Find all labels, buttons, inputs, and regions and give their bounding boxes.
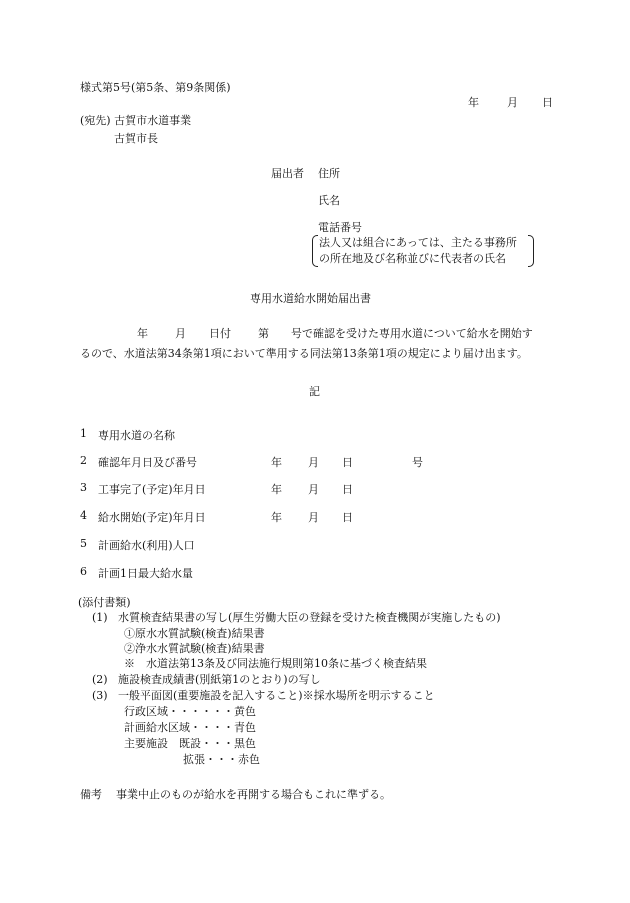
item-number: 1 xyxy=(80,427,87,440)
ki-heading: 記 xyxy=(309,385,320,398)
legend-expansion-facilities: 拡張・・・赤色 xyxy=(183,753,260,766)
item-label: 計画給水(利用)人口 xyxy=(98,539,195,552)
attachment-1-note: ※ 水道法第13条及び同法施行規則第10条に基づく検査結果 xyxy=(124,657,427,670)
item-day: 日 xyxy=(342,456,353,469)
item-label: 計画1日最大給水量 xyxy=(98,567,193,580)
notifier-label: 届出者 xyxy=(271,167,304,180)
item-day: 日 xyxy=(342,483,353,496)
item-label: 確認年月日及び番号 xyxy=(98,456,197,469)
attachment-1-text: 水質検査結果書の写し(厚生労働大臣の登録を受けた検査機関が実施したもの) xyxy=(118,611,501,624)
date-year-label: 年 xyxy=(468,96,479,109)
item-month: 月 xyxy=(308,511,319,524)
body-line1-rest: 号で確認を受けた専用水道について給水を開始す xyxy=(291,327,533,340)
addressee-line: (宛先) 古賀市水道事業 xyxy=(80,114,192,127)
item-day: 日 xyxy=(342,511,353,524)
body-year: 年 xyxy=(137,327,148,340)
corporate-note-box xyxy=(312,235,534,267)
left-bracket xyxy=(312,235,318,267)
attachment-3-text: 一般平面図(重要施設を記入すること)※採水場所を明示すること xyxy=(118,689,435,702)
legend-plan-area: 計画給水区域・・・・青色 xyxy=(124,721,256,734)
item-number: 6 xyxy=(80,565,87,578)
item-label: 専用水道の名称 xyxy=(98,429,175,442)
attachments-heading: (添付書類) xyxy=(78,596,131,609)
body-line2: るので、水道法第34条第1項において準用する同法第13条第1項の規定により届け出ます。 xyxy=(80,347,528,360)
item-number: 5 xyxy=(80,537,87,550)
item-month: 月 xyxy=(308,456,319,469)
item-number: 4 xyxy=(80,509,87,522)
legend-admin-area: 行政区域・・・・・・黄色 xyxy=(124,705,256,718)
item-number: 3 xyxy=(80,481,87,494)
body-day-ref: 日付 xyxy=(209,327,231,340)
mayor-line: 古賀市長 xyxy=(114,132,158,145)
right-bracket xyxy=(528,235,534,267)
attachment-2-number: (2) xyxy=(92,673,108,686)
item-label: 給水開始(予定)年月日 xyxy=(98,511,206,524)
legend-existing-facilities: 主要施設 既設・・・黒色 xyxy=(124,737,256,750)
item-year: 年 xyxy=(271,483,282,496)
notifier-name-label: 氏名 xyxy=(318,194,340,207)
item-number: 2 xyxy=(80,454,87,467)
date-month-label: 月 xyxy=(507,96,518,109)
item-number-suffix: 号 xyxy=(412,456,423,469)
body-no-prefix: 第 xyxy=(258,327,269,340)
notifier-address-label: 住所 xyxy=(318,167,340,180)
attachment-1-sub1: ①原水水質試験(検査)結果書 xyxy=(124,627,265,640)
remarks-label: 備考 xyxy=(80,788,102,801)
remarks-text: 事業中止のものが給水を再開する場合もこれに準ずる。 xyxy=(116,788,391,801)
body-month: 月 xyxy=(175,327,186,340)
corporate-note-line2: の所在地及び名称並びに代表者の氏名 xyxy=(319,252,506,265)
form-number-label: 様式第5号(第5条、第9条関係) xyxy=(80,81,231,94)
item-label: 工事完了(予定)年月日 xyxy=(98,483,206,496)
document-title: 専用水道給水開始届出書 xyxy=(250,292,371,305)
attachment-1-number: (1) xyxy=(92,611,108,624)
item-month: 月 xyxy=(308,483,319,496)
attachment-2-text: 施設検査成績書(別紙第1のとおり)の写し xyxy=(118,673,321,686)
item-year: 年 xyxy=(271,511,282,524)
corporate-note-line1: 法人又は組合にあっては、主たる事務所 xyxy=(319,236,517,249)
date-day-label: 日 xyxy=(542,96,553,109)
attachment-1-sub2: ②浄水水質試験(検査)結果書 xyxy=(124,642,265,655)
item-year: 年 xyxy=(271,456,282,469)
attachment-3-number: (3) xyxy=(92,689,108,702)
notifier-phone-label: 電話番号 xyxy=(318,221,362,234)
